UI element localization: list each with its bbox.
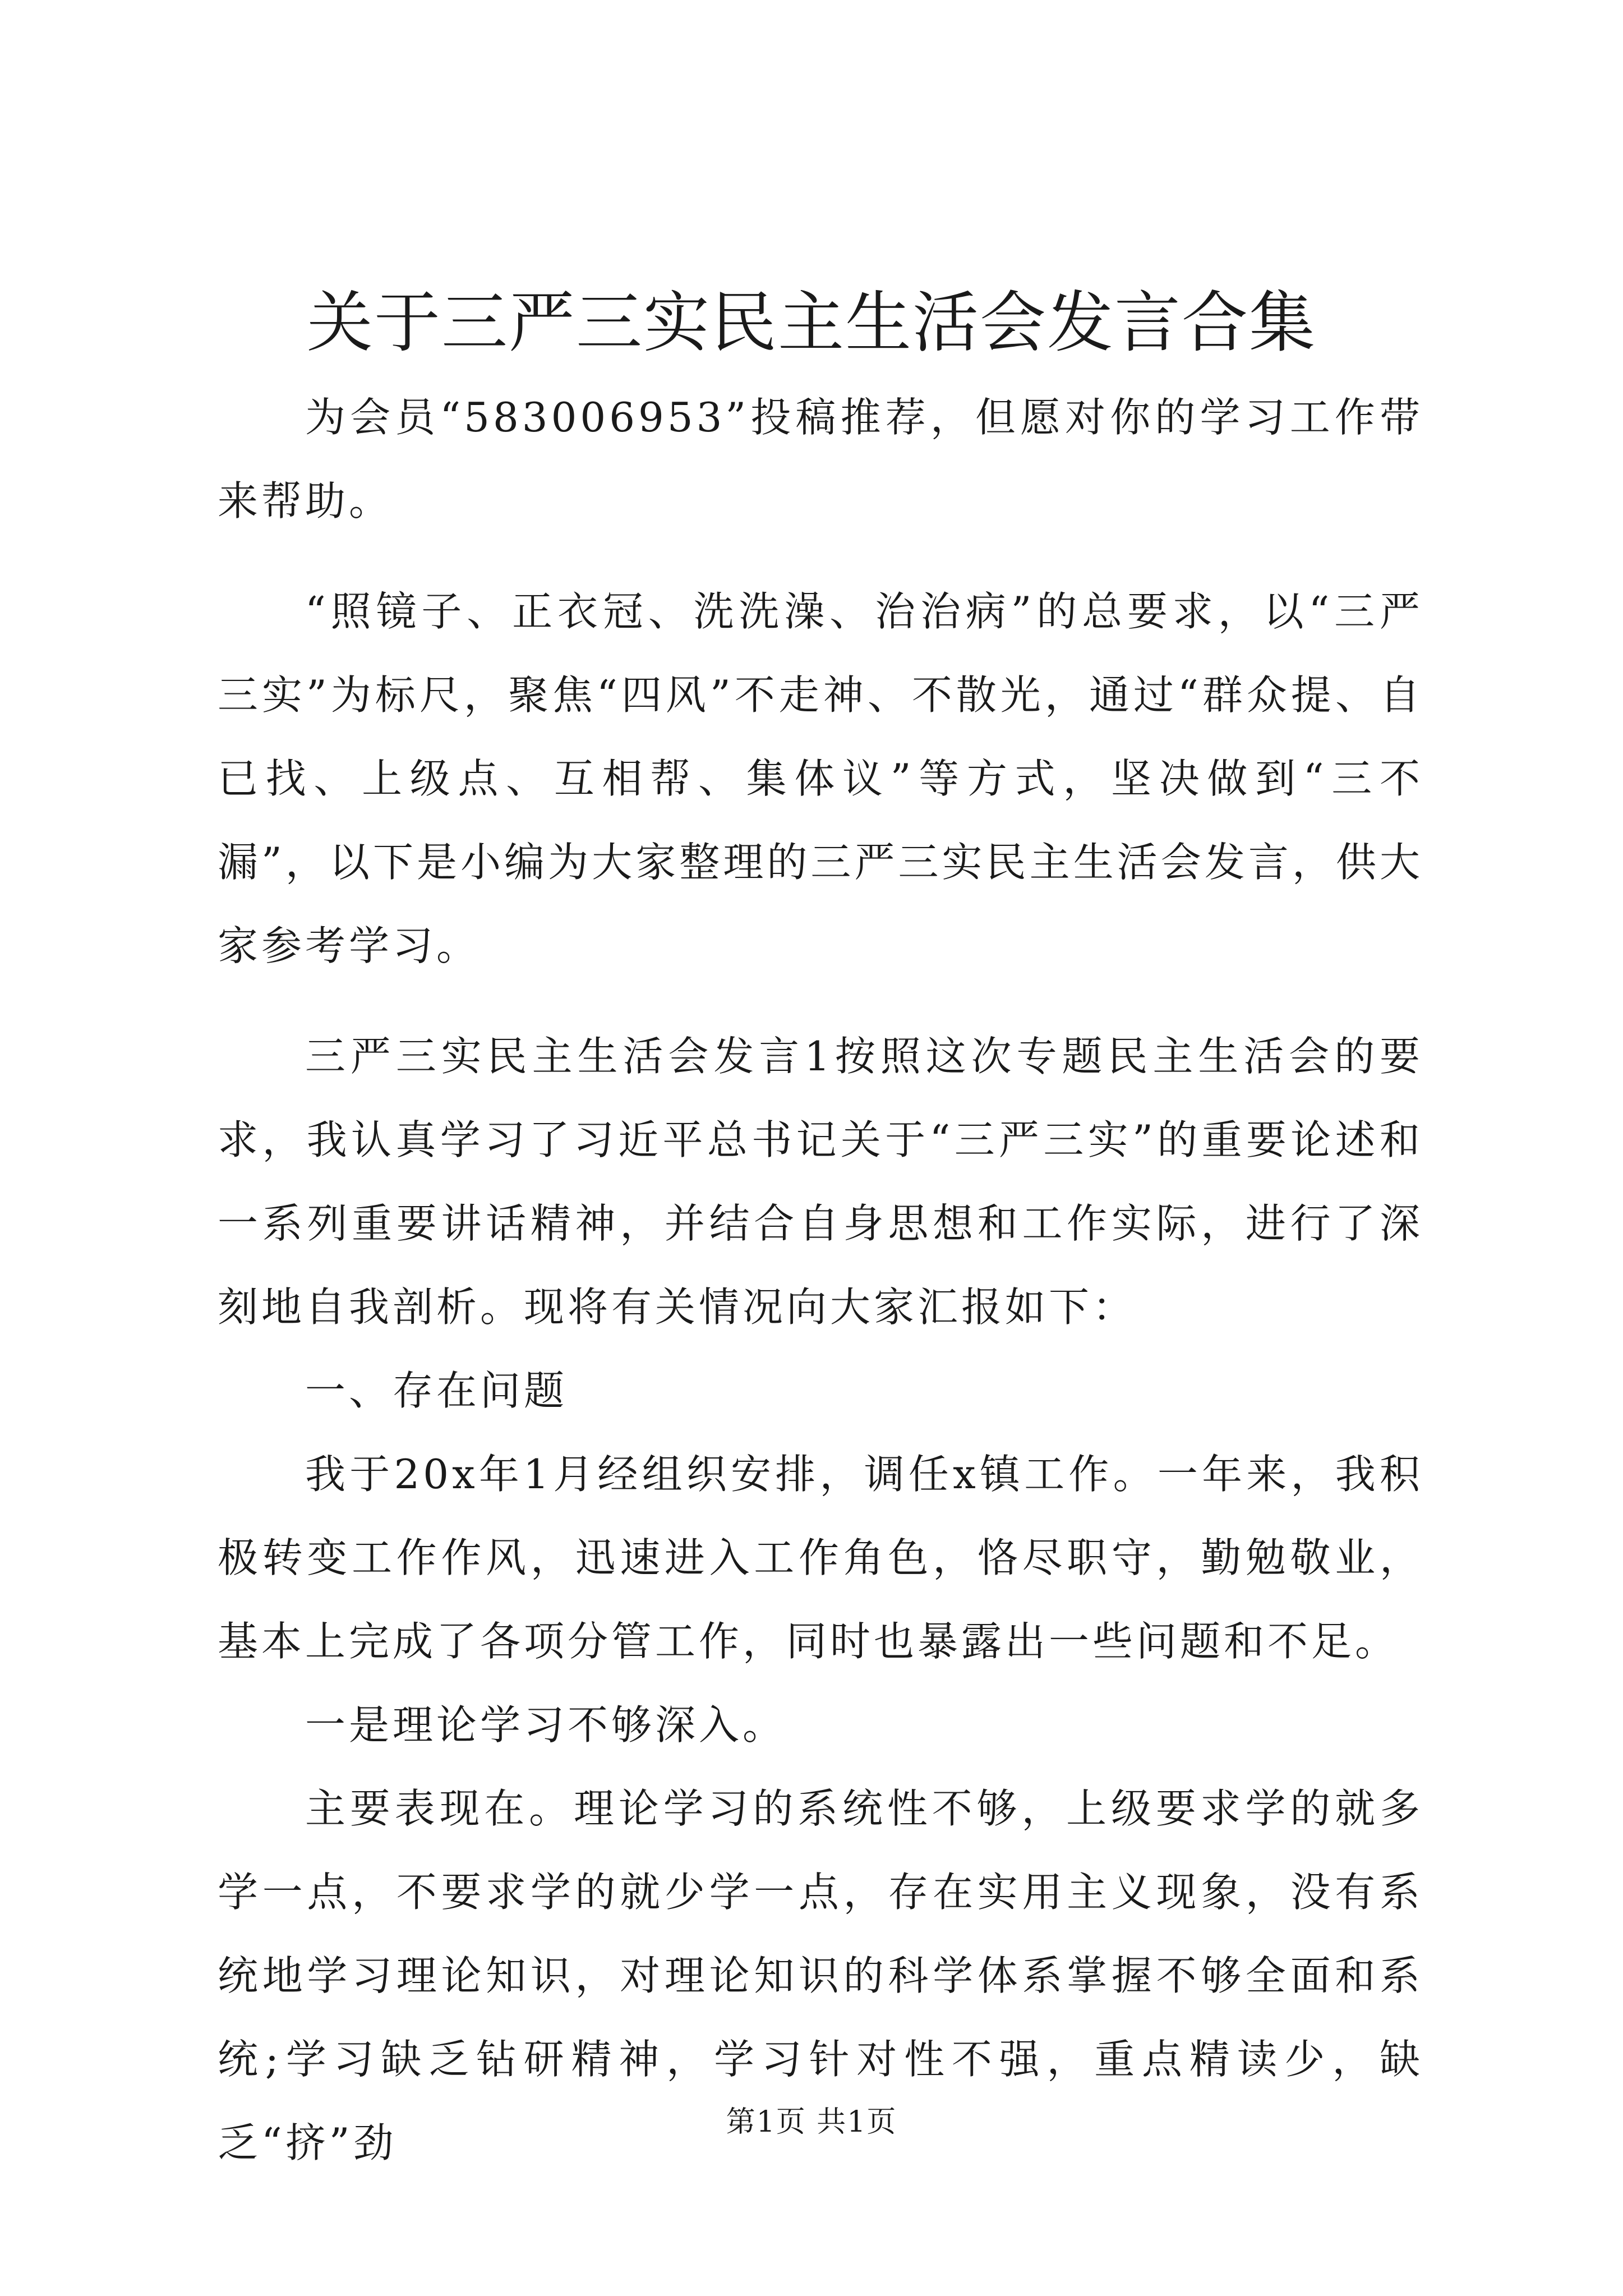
paragraph-work-summary: 我于20x年1月经组织安排，调任x镇工作。一年来，我积极转变工作作风，迅速进入工作角色，恪尽职守，勤勉敬业，基本上完成了各项分管工作，同时也暴露出一些问题和不足。: [218, 1451, 1423, 1665]
paragraph-point-one: 一是理论学习不够深入。: [305, 1701, 787, 1749]
paragraph-intro: 为会员“583006953”投稿推荐，但愿对你的学习工作带来帮助。: [218, 394, 1423, 524]
section-heading-problems: 一、存在问题: [305, 1367, 568, 1414]
document-body: [218, 376, 1423, 2185]
document-title: 关于三严三实民主生活会发言合集: [306, 284, 1316, 361]
paragraph-details: 主要表现在。理论学习的系统性不够，上级要求学的就多学一点，不要求学的就少学一点，存在实用主义现象，没有系统地学习理论知识，对理论知识的科学体系掌握不够全面和系统;学习缺乏钻研精神，学习针对性不强，重点精读少，缺乏“挤”劲: [218, 1785, 1423, 2166]
paragraph-speech-opening: 三严三实民主生活会发言1按照这次专题民主生活会的要求，我认真学习了习近平总书记关于“三严三实”的重要论述和一系列重要讲话精神，并结合自身思想和工作实际，进行了深刻地自我剖析。现将有关情况向大家汇报如下：: [218, 1033, 1423, 1331]
paragraph-requirements: “照镜子、正衣冠、洗洗澡、治治病”的总要求，以“三严三实”为标尺，聚焦“四风”不走神、不散光，通过“群众提、自已找、上级点、互相帮、集体议”等方式，坚决做到“三不漏”，以下是小编为大家整理的三严三实民主生活会发言，供大家参考学习。: [218, 588, 1423, 969]
page-number-footer: 第1页 共1页: [726, 2105, 897, 2139]
